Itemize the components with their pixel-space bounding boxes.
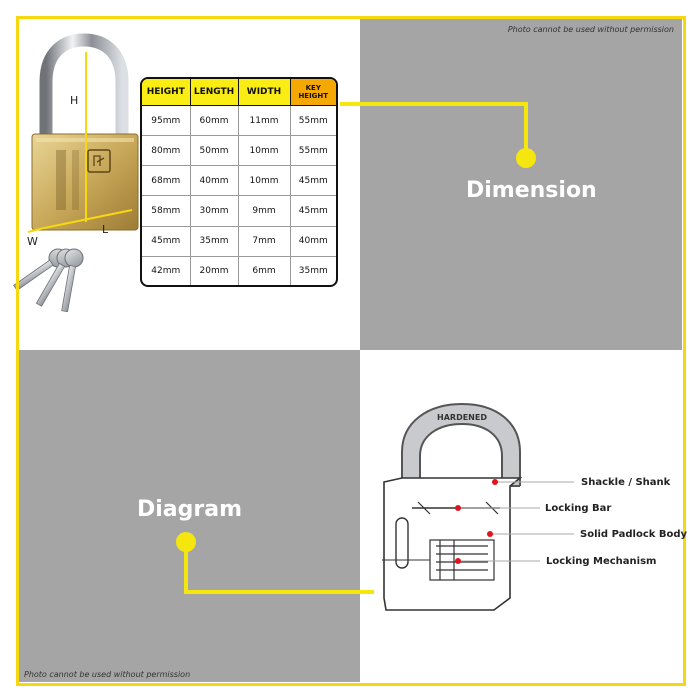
table-cell: 11mm [238, 106, 290, 136]
table-row [142, 226, 336, 256]
table-cell: 68mm [142, 166, 190, 196]
table-row [142, 196, 336, 226]
padlock-cutaway-diagram [382, 404, 520, 610]
table-cell: 50mm [190, 136, 238, 166]
callout-shackle-label: Shackle / Shank [581, 477, 671, 488]
table-cell: 42mm [142, 256, 190, 285]
table-cell: 10mm [238, 136, 290, 166]
dimension-connector-line [340, 104, 526, 158]
length-label: L [102, 223, 109, 236]
table-cell: 60mm [190, 106, 238, 136]
width-label: W [27, 235, 38, 248]
table-row [142, 106, 336, 136]
callout-mechanism-label: Locking Mechanism [546, 556, 657, 567]
table-cell: 45mm [290, 196, 336, 226]
table-row [142, 136, 336, 166]
table-cell: 9mm [238, 196, 290, 226]
table-cell: 55mm [290, 136, 336, 166]
table-header-row [142, 79, 336, 106]
padlock-photo [28, 40, 138, 232]
table-row [142, 256, 336, 285]
diagram-heading: Diagram [137, 497, 243, 522]
table-row [142, 166, 336, 196]
table-cell: 40mm [190, 166, 238, 196]
table-cell: 10mm [238, 166, 290, 196]
table-cell: 45mm [290, 166, 336, 196]
header-key-height: KEY HEIGHT [290, 79, 336, 106]
table-cell: 58mm [142, 196, 190, 226]
permission-notice-top: Photo cannot be used without permission [507, 25, 674, 34]
header-length: LENGTH [190, 79, 238, 106]
table-cell: 40mm [290, 226, 336, 256]
callout-body-label: Solid Padlock Body [580, 529, 688, 540]
permission-notice-bottom: Photo cannot be used without permission [24, 670, 191, 679]
table-cell: 35mm [190, 226, 238, 256]
dimension-table [140, 77, 338, 287]
table-cell: 6mm [238, 256, 290, 285]
callout-locking-bar-label: Locking Bar [545, 503, 612, 514]
table-cell: 30mm [190, 196, 238, 226]
table-cell: 20mm [190, 256, 238, 285]
table-cell: 45mm [142, 226, 190, 256]
shackle-engraving: HARDENED [437, 413, 487, 422]
header-width: WIDTH [238, 79, 290, 106]
keys-icon [10, 245, 84, 312]
dimension-heading: Dimension [466, 178, 597, 203]
table-cell: 7mm [238, 226, 290, 256]
table-cell: 35mm [298, 265, 328, 276]
table-cell: 55mm [290, 106, 336, 136]
dimension-connector-dot [516, 148, 536, 168]
diagram-connector-line [186, 542, 374, 592]
table-cell: 80mm [142, 136, 190, 166]
table-cell: 95mm [142, 106, 190, 136]
header-height: HEIGHT [142, 79, 190, 106]
height-label: H [70, 94, 79, 107]
